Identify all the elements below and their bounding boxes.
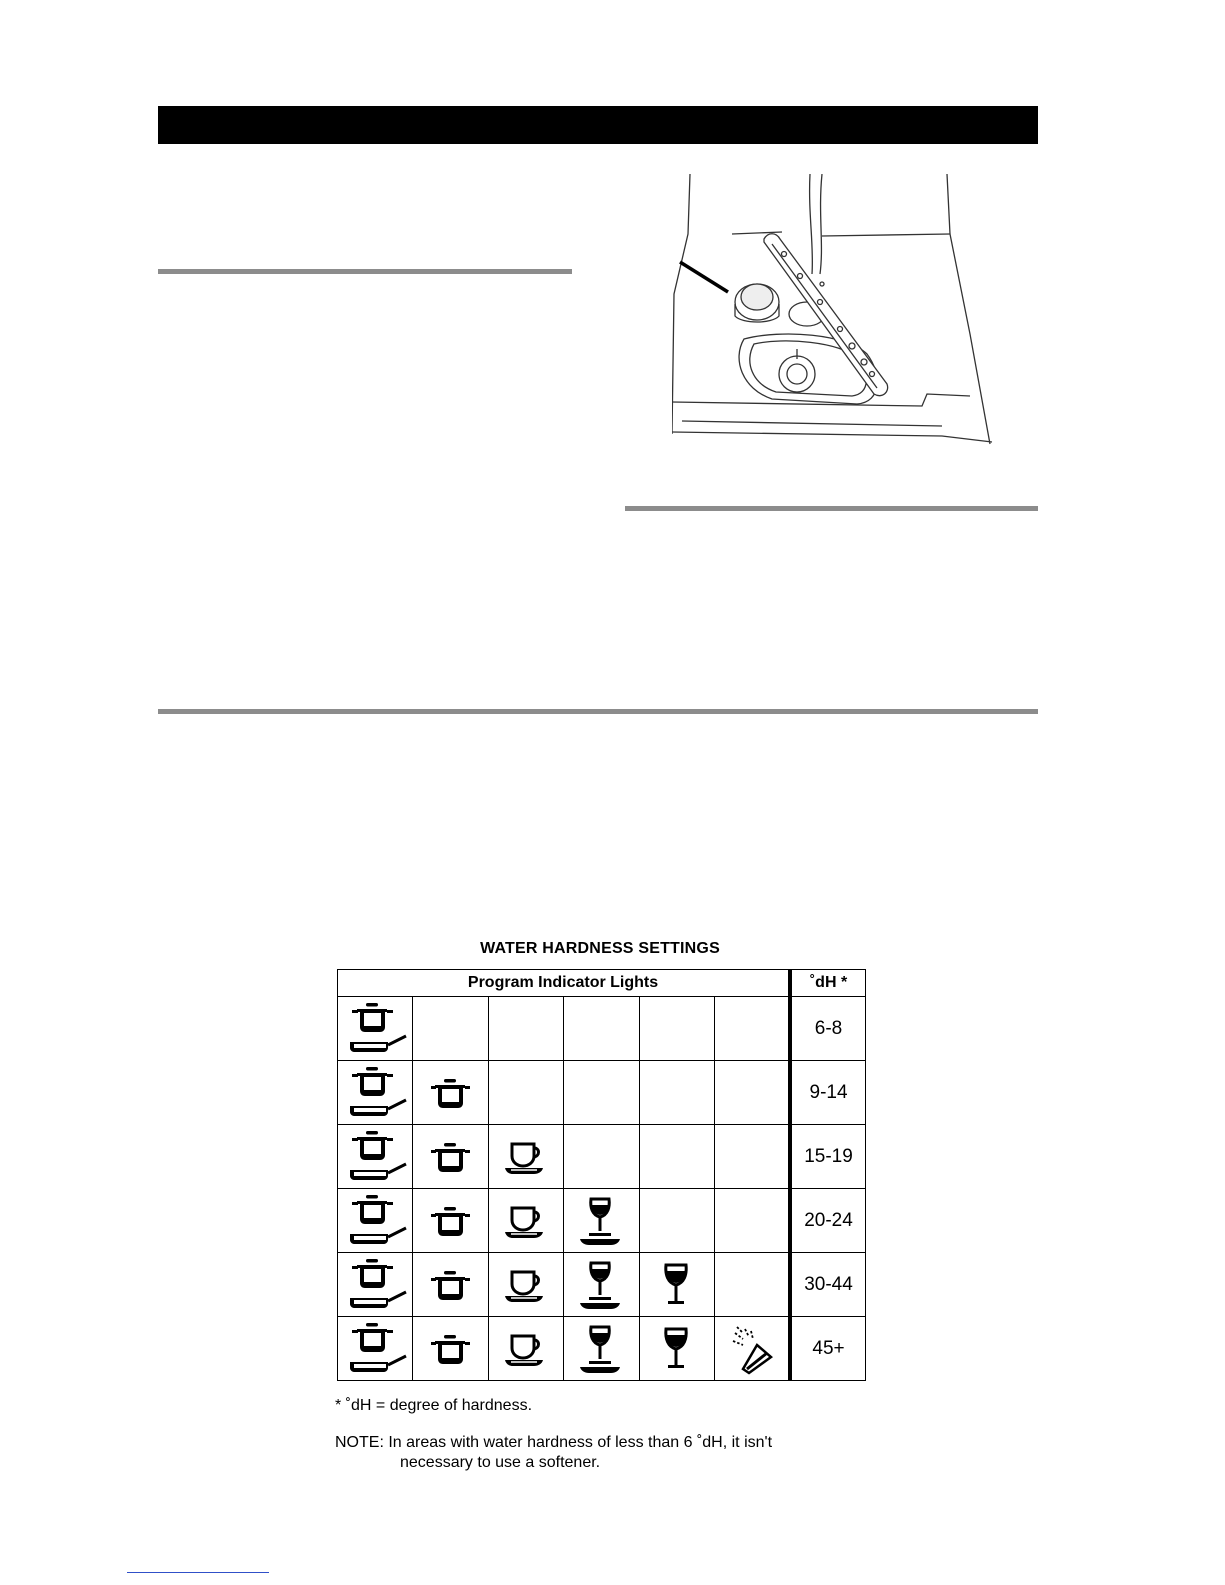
table-row (338, 997, 866, 1061)
water-hardness-table (337, 969, 866, 1381)
dh-value: 30-44 (790, 1253, 865, 1317)
table-row (338, 1061, 866, 1125)
section-divider-full (158, 709, 1038, 714)
table-row (338, 1317, 866, 1381)
pot-icon (413, 1201, 487, 1241)
pot-icon (413, 1137, 487, 1177)
note-line-2: necessary to use a softener. (400, 1454, 601, 1471)
footnote: * ˚dH = degree of hardness. (335, 1397, 533, 1414)
rinse-spray-icon (715, 1323, 788, 1375)
pot-icon (413, 1329, 487, 1369)
table-row (338, 1125, 866, 1189)
pots-pans-icon (338, 1192, 412, 1250)
pot-icon (413, 1265, 487, 1305)
cup-icon (489, 1264, 563, 1306)
pots-pans-icon (338, 1000, 412, 1058)
glass-icon (640, 1261, 714, 1309)
pots-pans-icon (338, 1256, 412, 1314)
note (335, 1433, 772, 1473)
footer-link-underline (127, 1572, 269, 1573)
section-header-bar (158, 106, 1038, 144)
note-line-1: NOTE: In areas with water hardness of less than 6 ˚dH, it isn't (335, 1434, 773, 1451)
pots-pans-icon (338, 1128, 412, 1186)
glass-plate-icon (564, 1323, 638, 1375)
pots-pans-icon (338, 1320, 412, 1378)
pot-icon (413, 1073, 487, 1113)
dh-value: 45+ (790, 1317, 865, 1381)
dh-value: 6-8 (790, 997, 865, 1061)
dh-value: 20-24 (790, 1189, 865, 1253)
dh-value: 15-19 (790, 1125, 865, 1189)
pots-pans-icon (338, 1064, 412, 1122)
header-dh: ˚dH * (790, 970, 865, 997)
table-row (338, 1253, 866, 1317)
cup-icon (489, 1136, 563, 1178)
cup-icon (489, 1200, 563, 1242)
table-header-row (338, 970, 866, 997)
table-title: WATER HARDNESS SETTINGS (480, 940, 720, 957)
glass-plate-icon (564, 1195, 638, 1247)
glass-plate-icon (564, 1259, 638, 1311)
table-row (338, 1189, 866, 1253)
cup-icon (489, 1328, 563, 1370)
section-divider-right (625, 506, 1038, 511)
dh-value: 9-14 (790, 1061, 865, 1125)
header-program-lights: Program Indicator Lights (338, 970, 791, 997)
section-divider-left (158, 269, 572, 274)
salt-container-illustration (672, 174, 1002, 454)
glass-icon (640, 1325, 714, 1373)
